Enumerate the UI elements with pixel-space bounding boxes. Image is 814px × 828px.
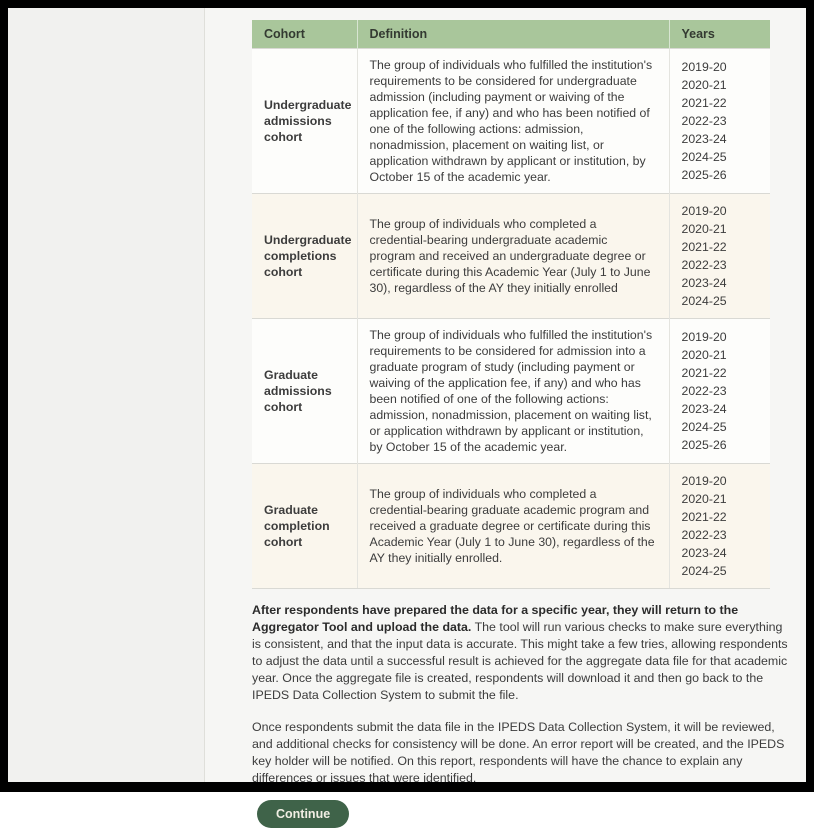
year-value: 2024-25 <box>682 148 759 166</box>
year-value: 2025-26 <box>682 166 759 184</box>
year-value: 2023-24 <box>682 274 759 292</box>
cohort-name-cell: Undergraduate admissions cohort <box>252 49 357 194</box>
year-value: 2022-23 <box>682 256 759 274</box>
year-value: 2024-25 <box>682 562 759 580</box>
table-row <box>252 464 770 589</box>
definition-cell: The group of individuals who completed a credential-bearing graduate academic program and received a graduate degree or certificate during this Academic Year (July 1 to June 30), regardless of the AY they initially enrolled. <box>357 464 669 589</box>
upload-instructions-paragraph <box>252 602 788 704</box>
cohort-name-cell: Graduate completion cohort <box>252 464 357 589</box>
upload-instructions-rest: The tool will run various checks to make sure everything is consistent, and that the input data is accurate. This might take a few tries, allowing respondents to adjust the data until a successful result is achieved for the aggregate data file for that academic year. Once the aggregate file is created, respondents will download it and then go back to the IPEDS Data Collection System to submit the file. <box>252 620 788 702</box>
year-value: 2021-22 <box>682 508 759 526</box>
year-value: 2020-21 <box>682 346 759 364</box>
year-value: 2019-20 <box>682 202 759 220</box>
year-value: 2023-24 <box>682 400 759 418</box>
definition-cell: The group of individuals who fulfilled the institution's requirements to be considered for undergraduate admission (including payment or waiving of the application fee, if any) and who has been notified of one of the following actions: admission, nonadmission, placement on waiting list, or application withdrawn by applicant or institution, by October 15 of the academic year. <box>357 49 669 194</box>
main-content <box>252 20 788 828</box>
years-cell <box>669 464 770 589</box>
column-header-years: Years <box>669 20 770 49</box>
year-value: 2024-25 <box>682 418 759 436</box>
year-value: 2021-22 <box>682 238 759 256</box>
year-value: 2019-20 <box>682 472 759 490</box>
cohort-definitions-table <box>252 20 770 589</box>
table-row <box>252 49 770 194</box>
cohort-name-cell: Graduate admissions cohort <box>252 319 357 464</box>
year-value: 2023-24 <box>682 130 759 148</box>
years-cell <box>669 319 770 464</box>
year-value: 2025-26 <box>682 436 759 454</box>
cohort-name-cell: Undergraduate completions cohort <box>252 194 357 319</box>
table-row <box>252 319 770 464</box>
year-value: 2024-25 <box>682 292 759 310</box>
table-row <box>252 194 770 319</box>
year-value: 2019-20 <box>682 58 759 76</box>
submission-review-paragraph: Once respondents submit the data file in the IPEDS Data Collection System, it will be reviewed, and additional checks for consistency will be done. An error report will be created, and the IPEDS key holder will be notified. On this report, respondents will have the chance to explain any differences or issues that were identified. <box>252 719 788 787</box>
year-value: 2020-21 <box>682 490 759 508</box>
table-header-row <box>252 20 770 49</box>
year-value: 2021-22 <box>682 94 759 112</box>
year-value: 2020-21 <box>682 220 759 238</box>
continue-button[interactable]: Continue <box>257 800 349 828</box>
year-value: 2020-21 <box>682 76 759 94</box>
years-cell <box>669 49 770 194</box>
year-value: 2023-24 <box>682 544 759 562</box>
definition-cell: The group of individuals who fulfilled the institution's requirements to be considered for admission into a graduate program of study (including payment or waiving of the application fee, if any) and who has been notified of one of the following actions: admission, nonadmission, placement on waiting list, or application withdrawn by applicant or institution, by October 15 of the academic year. <box>357 319 669 464</box>
year-value: 2019-20 <box>682 328 759 346</box>
year-value: 2022-23 <box>682 526 759 544</box>
year-value: 2022-23 <box>682 382 759 400</box>
year-value: 2022-23 <box>682 112 759 130</box>
definition-cell: The group of individuals who completed a credential-bearing undergraduate academic program and received an undergraduate degree or certificate during this Academic Year (July 1 to June 30), regardless of the AY they initially enrolled <box>357 194 669 319</box>
years-cell <box>669 194 770 319</box>
year-value: 2021-22 <box>682 364 759 382</box>
column-header-cohort: Cohort <box>252 20 357 49</box>
column-header-definition: Definition <box>357 20 669 49</box>
left-sidebar <box>8 8 205 782</box>
upload-instructions-lead: After respondents have prepared the data for a specific year, they will return to the Aggregator Tool and upload the data. <box>252 603 738 634</box>
